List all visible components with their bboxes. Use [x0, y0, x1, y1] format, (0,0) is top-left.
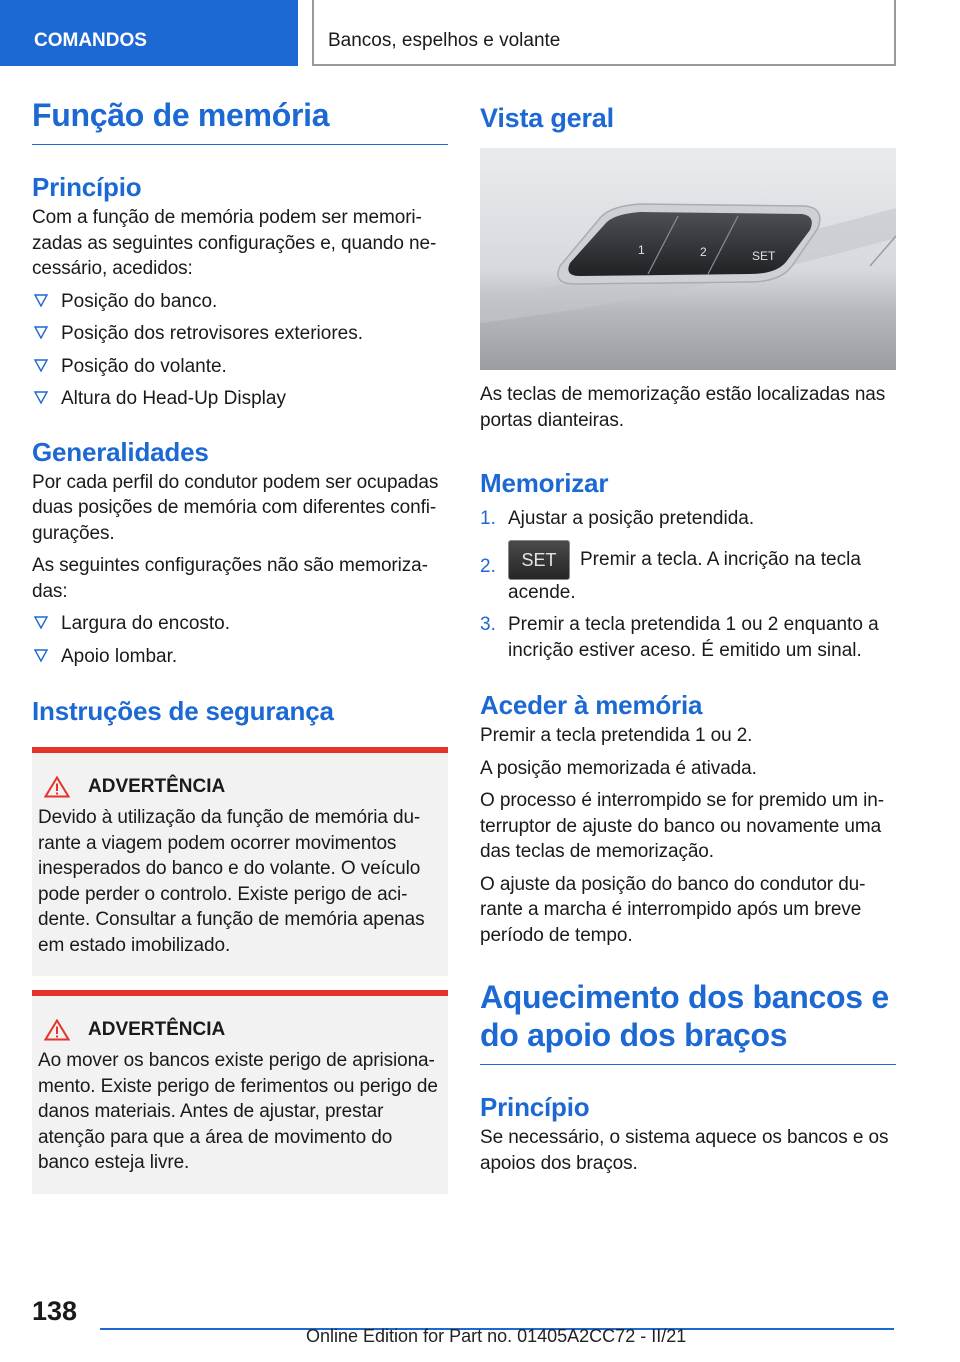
access-text: O processo é interrompido se for premido um in-terruptor de ajuste do banco ou novamente uma das teclas de memorização.: [480, 790, 884, 862]
general-text-1: Por cada perfil do condutor podem ser ocupadas duas posições de memória com diferentes confi-gurações.: [32, 471, 439, 544]
bullet-triangle-icon: [34, 614, 48, 630]
edition-note: Online Edition for Part no. 01405A2CC72 - II/21: [306, 1326, 687, 1346]
bullet-triangle-icon: [34, 647, 48, 663]
memory-buttons-photo: [480, 148, 896, 370]
general-heading: Generalidades: [32, 436, 209, 467]
seat-heating-title: Aquecimento dos bancos e do apoio dos braços: [480, 978, 896, 1065]
list-item: Posição dos retrovisores exteriores.: [32, 321, 448, 347]
section-title: Bancos, espelhos e volante: [312, 0, 896, 66]
principle-list: [32, 289, 448, 412]
safety-heading: Instruções de segurança: [32, 696, 334, 726]
warning-label: ADVERTÊNCIA: [88, 1019, 226, 1040]
list-item: Apoio lombar.: [32, 644, 448, 670]
step-item: 1. Ajustar a posição pretendida.: [480, 508, 755, 529]
right-column: [480, 96, 896, 1176]
list-item: Altura do Head-Up Display: [32, 386, 448, 412]
memory-function-title: Função de memória: [32, 96, 448, 145]
overview-caption: As teclas de memorização estão localizadas nas portas dianteiras.: [480, 384, 886, 431]
warning-box: [32, 990, 448, 1194]
bullet-triangle-icon: [34, 292, 48, 308]
principle-text: Com a função de memória podem ser memori-zadas as seguintes configurações e, quando ne-cessário, acedidos:: [32, 207, 437, 279]
bullet-triangle-icon: [34, 324, 48, 340]
warning-triangle-icon: [44, 1019, 70, 1041]
general-list: [32, 611, 448, 669]
access-text: O ajuste da posição do banco do condutor du-rante a marcha é interrompido após um breve período de tempo.: [480, 873, 866, 946]
list-item: Posição do volante.: [32, 354, 448, 380]
memorize-steps: [480, 506, 896, 663]
bullet-triangle-icon: [34, 389, 48, 405]
heating-principle-heading: Princípio: [480, 1092, 590, 1122]
warning-box: [32, 747, 448, 976]
key-set-label: SET: [752, 249, 776, 263]
bullet-triangle-icon: [34, 357, 48, 373]
access-text: A posição memorizada é ativada.: [480, 757, 757, 779]
access-text: Premir a tecla pretendida 1 ou 2.: [480, 725, 753, 746]
chapter-tab: COMANDOS: [0, 0, 298, 66]
key-1-label: 1: [638, 243, 645, 257]
access-heading: Aceder à memória: [480, 690, 703, 720]
key-2-label: 2: [700, 245, 707, 259]
overview-heading: Vista geral: [480, 103, 614, 133]
list-item: Largura do encosto.: [32, 611, 448, 637]
page-number: 138: [32, 1296, 78, 1326]
principle-heading: Princípio: [32, 172, 142, 202]
set-key-icon: SET: [508, 540, 570, 580]
warning-text: Devido à utilização da função de memória du-rante a viagem podem ocorrer movimentos inesperados do banco e do volante. O veículo pode perder o controlo. Existe perigo de aci-dente. Consultar a função de memória apenas em estado imobilizado.: [38, 807, 425, 956]
warning-triangle-icon: [44, 776, 70, 798]
list-item: Posição do banco.: [32, 289, 448, 315]
warning-label: ADVERTÊNCIA: [88, 776, 226, 797]
heating-principle-text: Se necessário, o sistema aquece os bancos e os apoios dos braços.: [480, 1127, 889, 1174]
warning-header: [38, 775, 442, 799]
memory-buttons-image: [480, 148, 896, 370]
step-item: 3. Premir a tecla pretendida 1 ou 2 enquanto a incrição estiver aceso. É emitido um sinal.: [480, 614, 879, 661]
step-item: 2. SET Premir a tecla. A incrição na tecla acende.: [480, 540, 896, 606]
memorize-heading: Memorizar: [480, 468, 609, 498]
warning-header: [38, 1018, 442, 1042]
general-text-2: As seguintes configurações não são memoriza-das:: [32, 555, 428, 602]
warning-text: Ao mover os bancos existe perigo de aprisiona-mento. Existe perigo de ferimentos ou perigo de danos materiais. Antes de ajustar, prestar atenção para que a área de movimento do banco esteja livre.: [38, 1050, 438, 1173]
left-column: [32, 96, 448, 1194]
page-header: [0, 0, 960, 66]
